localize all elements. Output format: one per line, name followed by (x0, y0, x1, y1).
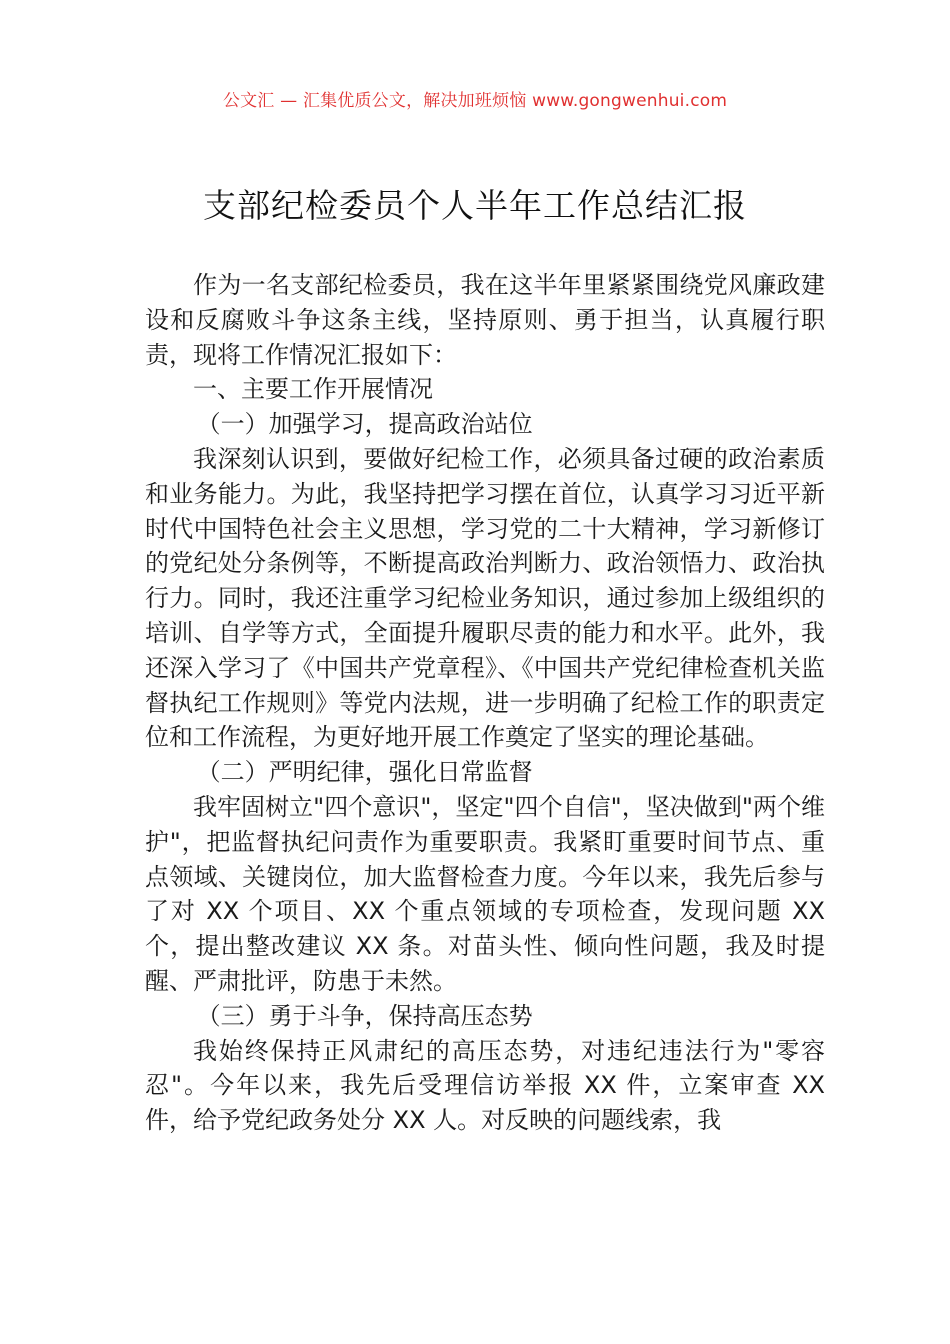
subsection-heading-1: （一）加强学习，提高政治站位 (196, 410, 533, 439)
section-heading-1: 一、主要工作开展情况 (193, 375, 433, 404)
subsection-heading-3: （三）勇于斗争，保持高压态势 (196, 1001, 533, 1030)
site-banner: 公文汇 — 汇集优质公文，解决加班烦恼 www.gongwenhui.com (222, 91, 728, 111)
body-paragraph-3: 我始终保持正风肃纪的高压态势，对违纪违法行为"零容忍"。今年以来，我先后受理信访举报 XX 件，立案审查 XX 件，给予党纪政务处分 XX 人。对反映的问题线索，我 (145, 1036, 825, 1135)
intro-paragraph: 作为一名支部纪检委员，我在这半年里紧紧围绕党风廉政建设和反腐败斗争这条主线，坚持原则、勇于担当，认真履行职责，现将工作情况汇报如下： (145, 271, 825, 369)
body-paragraph-2: 我牢固树立"四个意识"，坚定"四个自信"，坚决做到"两个维护"，把监督执纪问责作为重要职责。我紧盯重要时间节点、重点领域、关键岗位，加大监督检查力度。今年以来，我先后参与了对 XX 个项目、XX 个重点领域的专项检查，发现问题 XX 个，提出整改建议 XX 条。对苗头性、倾向性问题，我及时提醒、严肃批评，防患于未然。 (145, 792, 825, 995)
document-body (145, 268, 825, 1138)
body-paragraph-1: 我深刻认识到，要做好纪检工作，必须具备过硬的政治素质和业务能力。为此，我坚持把学习摆在首位，认真学习习近平新时代中国特色社会主义思想，学习党的二十大精神，学习新修订的党纪处分条例等，不断提高政治判断力、政治领悟力、政治执行力。同时，我还注重学习纪检业务知识，通过参加上级组织的培训、自学等方式，全面提升履职尽责的能力和水平。此外，我还深入学习了《中国共产党章程》、《中国共产党纪律检查机关监督执纪工作规则》等党内法规，进一步明确了纪检工作的职责定位和工作流程，为更好地开展工作奠定了坚实的理论基础。 (145, 444, 825, 752)
document-title: 支部纪检委员个人半年工作总结汇报 (203, 186, 747, 225)
subsection-heading-2: （二）严明纪律，强化日常监督 (196, 758, 533, 787)
